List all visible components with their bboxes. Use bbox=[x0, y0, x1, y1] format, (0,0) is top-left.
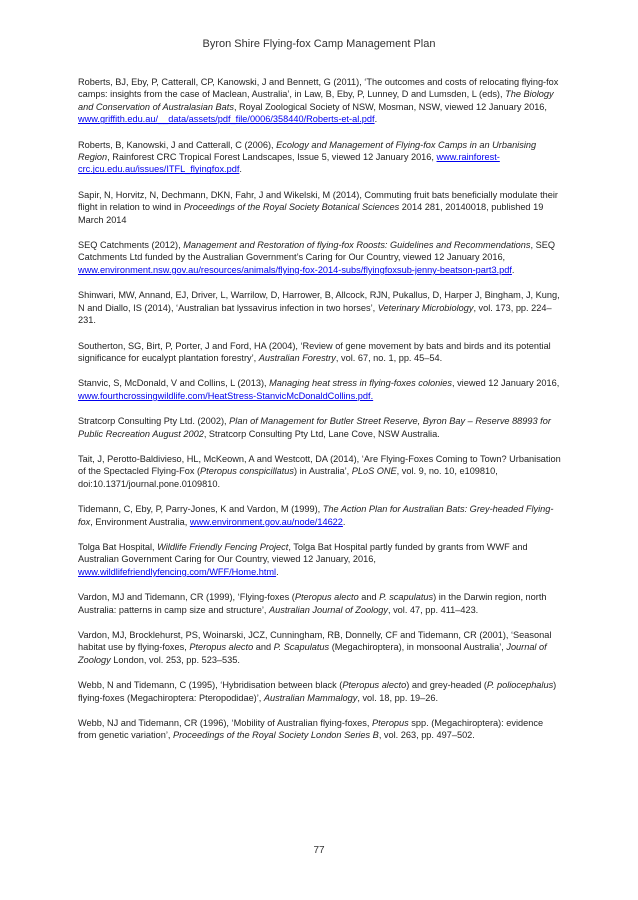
reference-text: Stanvic, S, McDonald, V and Collins, L (2013), bbox=[78, 378, 270, 389]
reference-text: , Stratcorp Consulting Pty Ltd, Lane Cove, NSW Australia. bbox=[203, 428, 440, 439]
reference-text: Webb, N and Tidemann, C (1995), ‘Hybridisation between black ( bbox=[78, 680, 343, 691]
reference-text: Tait, J, Perotto-Baldivieso, HL, McKeown, A and Westcott, DA (2014), ‘Are Flying-Foxes Coming to Town? Urbanisation of the Spectacled Flying-Fox ( bbox=[78, 453, 561, 477]
reference-text: , vol. 9, no. 10, e109810, doi:10.1371/journal.pone.0109810. bbox=[78, 466, 498, 489]
reference-text: . bbox=[239, 164, 242, 175]
reference-text: ) and grey-headed ( bbox=[406, 680, 487, 691]
reference-text: spp. (Megachiroptera): evidence from genetic variation’, bbox=[78, 718, 544, 741]
reference-text: Vardon, MJ, Brocklehurst, PS, Woinarski, JCZ, Cunningham, RB, Donnelly, CF and Tidemann, CR (2001), ‘Seasonal habitat use by flying-foxes, bbox=[78, 630, 552, 653]
reference-italic-text: Management and Restoration of flying-fox Roosts: Guidelines and Recommendations bbox=[183, 240, 531, 251]
reference-text: . bbox=[276, 566, 279, 577]
reference-entry bbox=[78, 717, 562, 742]
reference-italic-text: Proceedings of the Royal Society Botanical Sciences bbox=[183, 202, 400, 213]
reference-link[interactable]: www.griffith.edu.au/__data/assets/pdf_file/0006/358440/Roberts-et-al.pdf bbox=[78, 114, 375, 125]
reference-text: , Royal Zoological Society of NSW, Mosman, NSW, viewed 12 January 2016, bbox=[233, 101, 547, 112]
reference-entry bbox=[78, 139, 562, 176]
reference-italic-text: Managing heat stress in flying-foxes colonies bbox=[269, 378, 452, 389]
reference-entry bbox=[78, 289, 562, 326]
reference-entry bbox=[78, 629, 562, 666]
reference-italic-text: Plan of Management for Butler Street Reserve, Byron Bay – Reserve 88993 for Public Recreation August 2002 bbox=[78, 416, 551, 439]
reference-text: and bbox=[253, 642, 274, 653]
reference-italic-text: Pteropus alecto bbox=[189, 642, 254, 653]
reference-italic-text: Australian Journal of Zoology bbox=[268, 604, 388, 615]
reference-text: , vol. 47, pp. 411–423. bbox=[387, 604, 479, 615]
reference-text: 2014 281, 20140018, published 19 March 2014 bbox=[78, 202, 544, 225]
reference-text: Shinwari, MW, Annand, EJ, Driver, L, Warrilow, D, Harrower, B, Allcock, RJN, Pukallus, D, Harper J, Bingham, J, Kung, N and Diallo, IS (2014), ‘Australian bat lyssavirus infection in two horses’, bbox=[78, 290, 560, 313]
reference-text: Southerton, SG, Birt, P, Porter, J and Ford, HA (2004), ‘Review of gene movement by bats and birds and its potential significance for eucalypt plantation forestry’, bbox=[78, 340, 551, 363]
reference-text: London, vol. 253, pp. 523–535. bbox=[110, 654, 240, 665]
reference-italic-text: Pteropus conspicillatus bbox=[200, 466, 295, 477]
reference-text: ) in the Darwin region, north Australia: patterns in camp size and structure’, bbox=[78, 592, 547, 615]
reference-italic-text: Australian Forestry bbox=[258, 352, 336, 363]
reference-italic-text: Australian Mammalogy bbox=[263, 692, 358, 703]
reference-italic-text: P. poliocephalus bbox=[486, 680, 554, 691]
reference-text: and bbox=[358, 592, 380, 603]
reference-entry bbox=[78, 679, 562, 704]
reference-text: . bbox=[342, 516, 346, 527]
reference-italic-text: Proceedings of the Royal Society London Series B bbox=[172, 730, 379, 741]
reference-text: , vol. 263, pp. 497–502. bbox=[378, 730, 475, 741]
reference-text: (Megachiroptera), in monsoonal Australia’, bbox=[329, 642, 507, 653]
reference-italic-text: Pteropus bbox=[371, 718, 409, 729]
reference-italic-text: PLoS ONE bbox=[351, 466, 397, 477]
reference-entry bbox=[78, 453, 562, 490]
reference-text: Webb, NJ and Tidemann, CR (1996), ‘Mobility of Australian flying-foxes, bbox=[78, 718, 372, 729]
reference-text: ) in Australia’, bbox=[294, 466, 352, 477]
reference-entry bbox=[78, 541, 562, 578]
reference-text: Sapir, N, Horvitz, N, Dechmann, DKN, Fahr, J and Wikelski, M (2014), Commuting fruit bats beneficially modulate their flight in relation to wind in bbox=[78, 189, 558, 213]
reference-entry bbox=[78, 503, 562, 528]
reference-text: , Environment Australia, bbox=[90, 516, 190, 527]
reference-link[interactable]: www.wildlifefriendlyfencing.com/WFF/Home.html bbox=[78, 566, 277, 577]
reference-text: , SEQ Catchments Ltd funded by the Australian Government’s Caring for Our Country, viewed 12 January 2016, bbox=[78, 240, 555, 263]
reference-text: ) flying-foxes (Megachiroptera: Pteropodidae)’, bbox=[78, 680, 557, 703]
reference-italic-text: The Biology and Conservation of Australasian Bats bbox=[78, 89, 554, 112]
page-footer bbox=[0, 845, 638, 856]
reference-text: , Tolga Bat Hospital partly funded by grants from WWF and Australian Government Caring for Our Country, viewed 12 January, 2016, bbox=[78, 541, 528, 565]
reference-link[interactable]: www.rainforest-crc.jcu.edu.au/issues/ITFL_flyingfox.pdf bbox=[78, 152, 500, 175]
reference-entry bbox=[78, 377, 562, 402]
reference-italic-text: The Action Plan for Australian Bats: Grey-headed Flying-fox bbox=[78, 504, 554, 527]
reference-text: , Rainforest CRC Tropical Forest Landscapes, Issue 5, viewed 12 January 2016, bbox=[107, 152, 437, 163]
reference-italic-text: Veterinary Microbiology bbox=[377, 302, 474, 313]
reference-text: Roberts, BJ, Eby, P, Catterall, CP, Kanowski, J and Bennett, G (2011), ‘The outcomes and costs of relocating flying-fox camps: insights from the case of Maclean, Australia’, in Law, B, Eby, P, Lunney, D and Lumsden, L (eds), bbox=[78, 77, 559, 100]
reference-text: , vol. 18, pp. 19–26. bbox=[357, 692, 439, 703]
document-title: Byron Shire Flying-fox Camp Management Plan bbox=[202, 38, 436, 50]
reference-entry bbox=[78, 340, 562, 365]
reference-text: Stratcorp Consulting Pty Ltd. (2002), bbox=[78, 416, 230, 427]
reference-italic-text: Pteropus alecto bbox=[342, 680, 407, 691]
reference-text: Tolga Bat Hospital, bbox=[78, 541, 158, 552]
reference-entry bbox=[78, 189, 562, 226]
reference-text: , vol. 173, pp. 224–231. bbox=[78, 302, 552, 326]
reference-entry bbox=[78, 415, 562, 440]
reference-text: SEQ Catchments (2012), bbox=[78, 240, 184, 251]
reference-entry bbox=[78, 239, 562, 276]
reference-italic-text: Ecology and Management of Flying-fox Camps in an Urbanising Region bbox=[78, 139, 537, 163]
reference-italic-text: P. scapulatus bbox=[379, 592, 434, 603]
reference-italic-text: Pteropus alecto bbox=[294, 592, 359, 603]
reference-text: Roberts, B, Kanowski, J and Catterall, C (2006), bbox=[78, 139, 277, 150]
reference-list bbox=[78, 76, 562, 755]
reference-italic-text: P. Scapulatus bbox=[273, 642, 330, 653]
page-header bbox=[0, 38, 638, 50]
reference-italic-text: Journal of Zoology bbox=[78, 642, 547, 665]
reference-text: , viewed 12 January 2016, bbox=[451, 378, 560, 389]
page-number: 77 bbox=[313, 845, 325, 856]
reference-text: . bbox=[511, 264, 515, 275]
reference-text: Vardon, MJ and Tidemann, CR (1999), ‘Flying-foxes ( bbox=[78, 592, 295, 603]
reference-text: Tidemann, C, Eby, P, Parry-Jones, K and Vardon, M (1999), bbox=[78, 504, 323, 515]
reference-link[interactable]: www.environment.gov.au/node/14622 bbox=[189, 516, 343, 527]
reference-entry bbox=[78, 591, 562, 616]
reference-italic-text: Wildlife Friendly Fencing Project bbox=[157, 541, 289, 552]
reference-link[interactable]: www.fourthcrossingwildlife.com/HeatStress-StanvicMcDonaldCollins.pdf. bbox=[78, 390, 374, 401]
reference-text: . bbox=[374, 114, 378, 125]
reference-entry bbox=[78, 76, 562, 126]
reference-link[interactable]: www.environment.nsw.gov.au/resources/animals/flying-fox-2014-subs/flyingfoxsub-jenny-beatson-part3.pdf bbox=[78, 264, 512, 275]
reference-text: , vol. 67, no. 1, pp. 45–54. bbox=[335, 352, 443, 363]
